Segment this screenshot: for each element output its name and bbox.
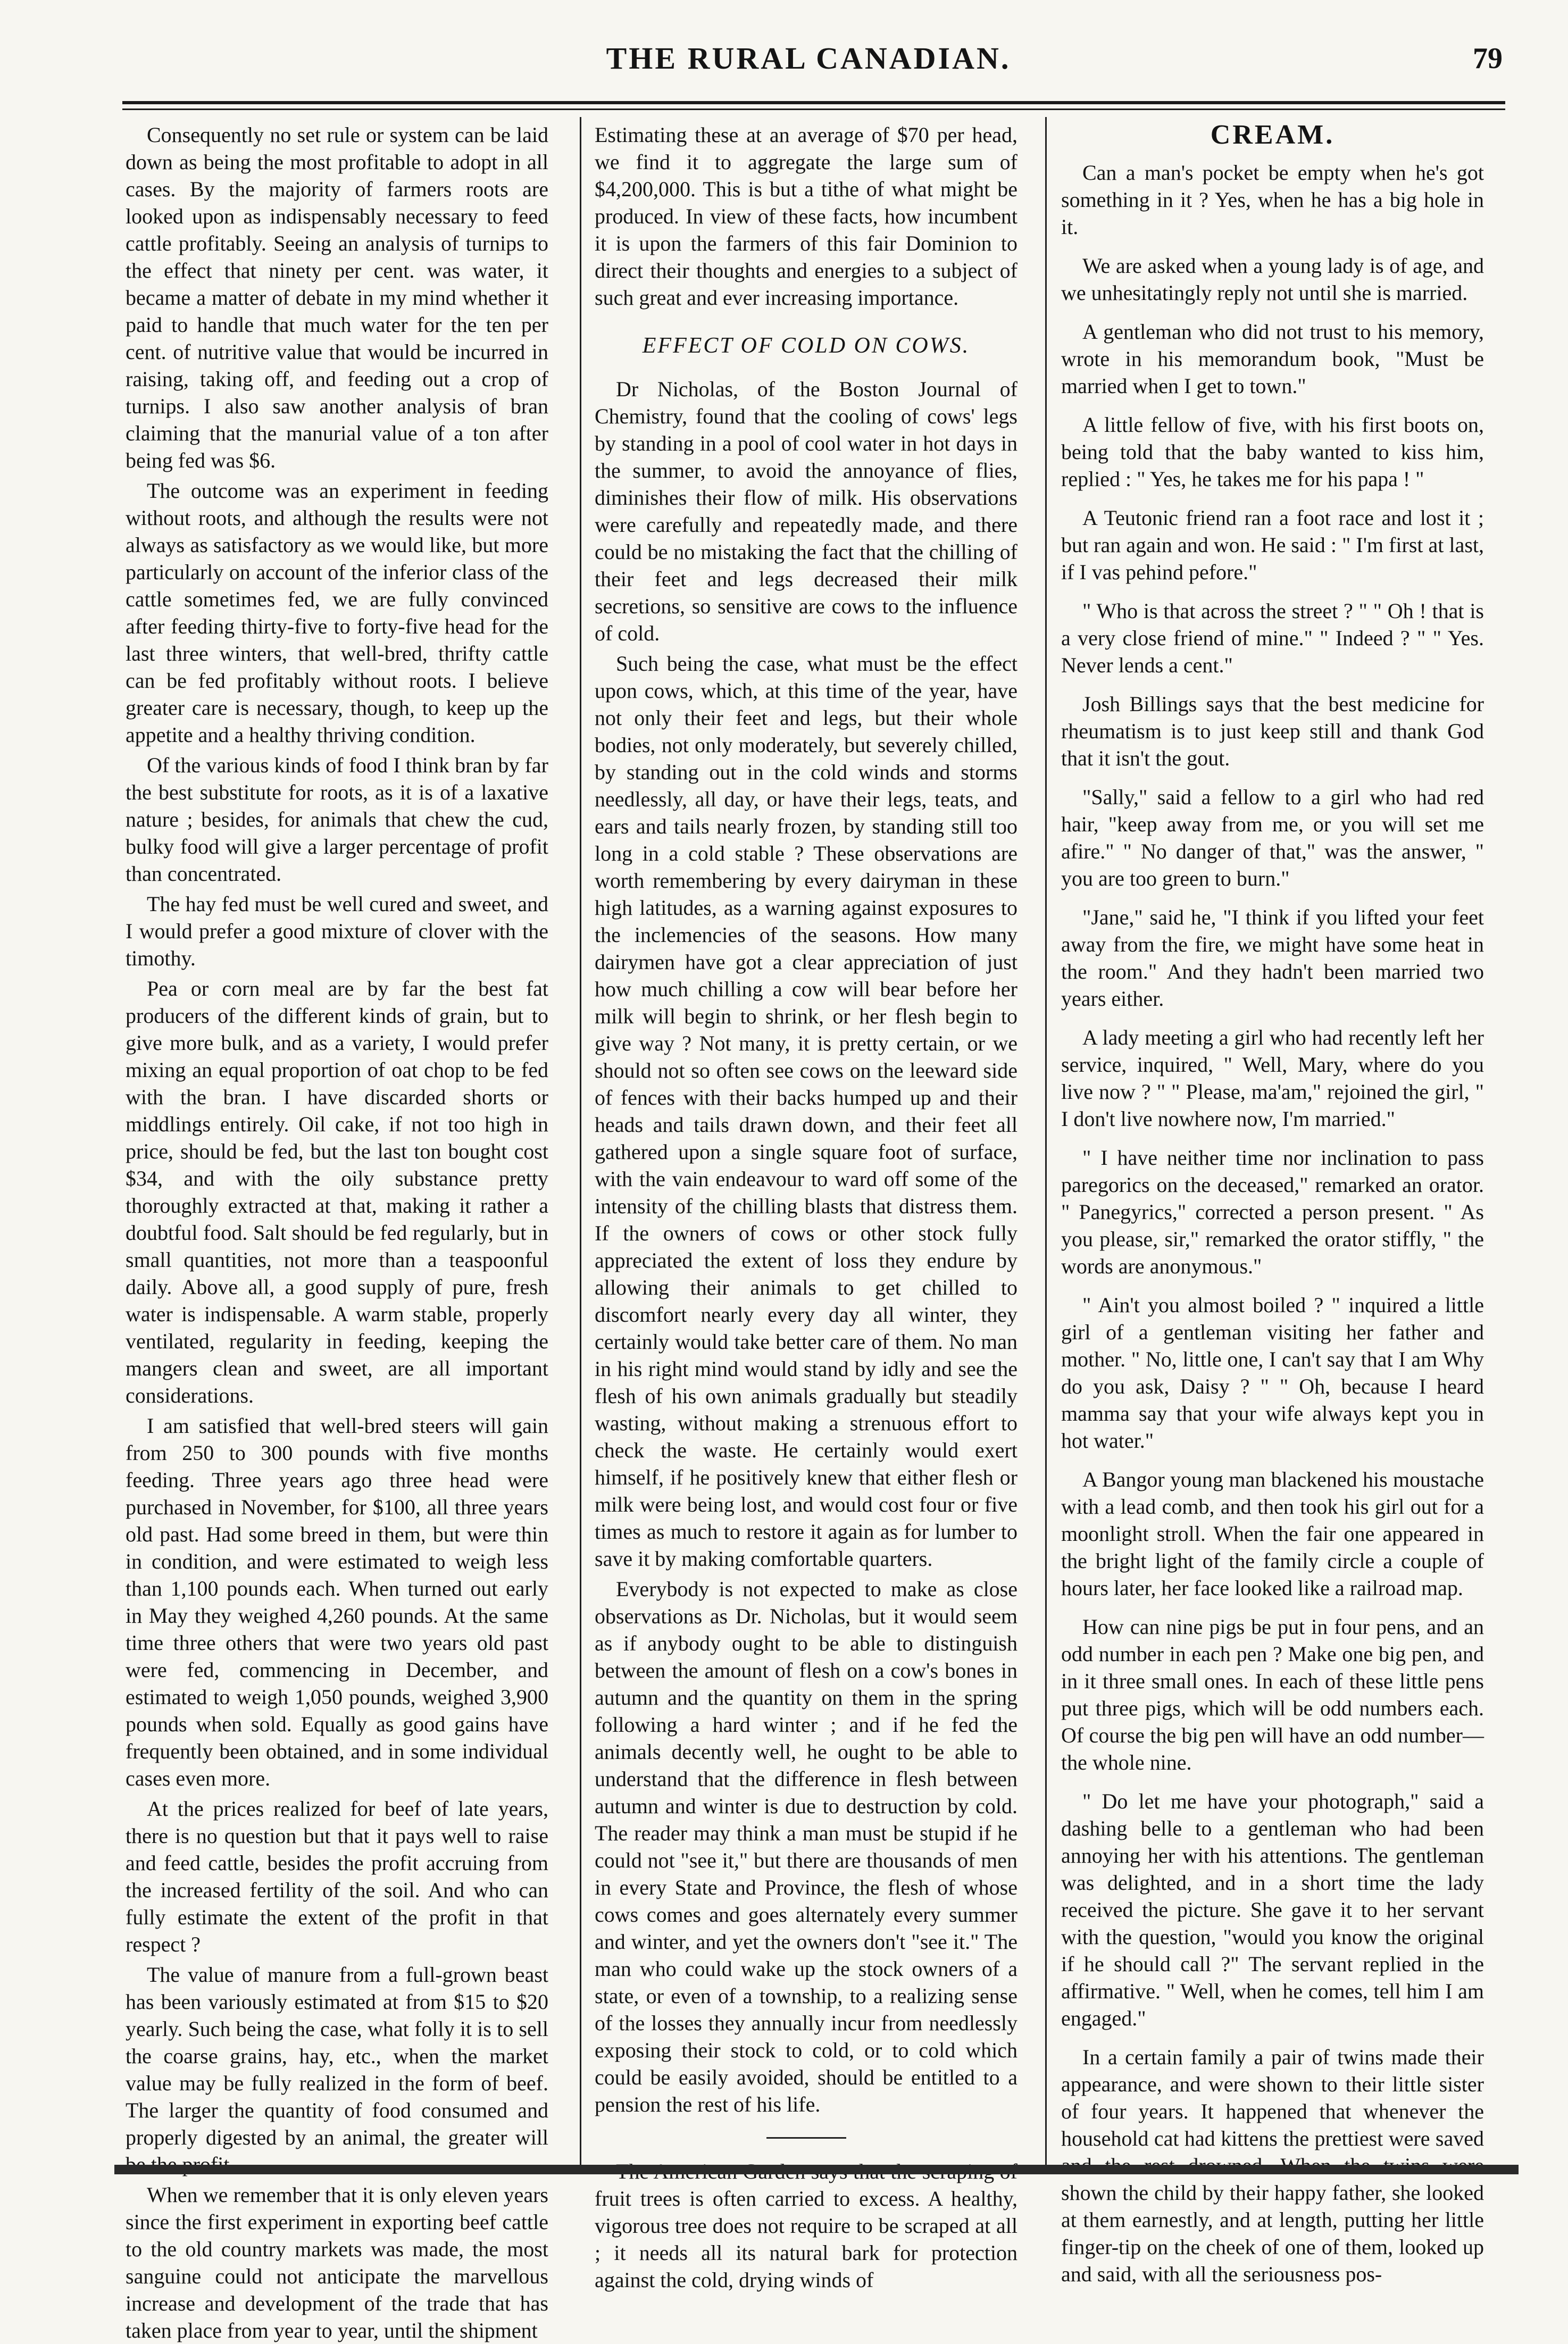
anecdote: We are asked when a young lady is of age, and we unhesitatingly reply not until she is married. <box>1061 254 1484 305</box>
header-rule-thin <box>122 109 1505 110</box>
header-rule-thick <box>122 101 1505 104</box>
paragraph: Of the various kinds of food I think bran by far the best substitute for roots, as it is of a laxative nature ; besides, for animals that chew the cud, bulky food will give a larger percentage of profit than concentrated. <box>126 753 548 886</box>
paragraph: Consequently no set rule or system can be laid down as being the most profitable to adopt in all cases. By the majority of farmers roots are looked upon as indispensably necessary to feed cattle profitably. Seeing an analysis of turnips to the effect that ninety per cent. was water, it became a matter of debate in my mind whether it paid to handle that much water for the ten per cent. of nutritive value that would be incurred in raising, taking off, and feeding out a crop of turnips. I also saw another analysis of bran claiming that the manurial value of a ton after being fed was $6. <box>126 123 548 472</box>
column-middle <box>595 121 1017 2292</box>
paragraph: The hay fed must be well cured and sweet, and I would prefer a good mixture of clover with the timothy. <box>126 892 548 970</box>
paragraph: Such being the case, what must be the effect upon cows, which, at this time of the year, have not only their feet and legs, but their whole bodies, not only moderately, but severely chilled, by standing out in the cold winds and storms needlessly, all day, or have their legs, teats, and ears and tails nearly frozen, by standing still too long in a cold stable ? These observations are worth remembering by every dairyman in these high latitudes, as a warning against exposures to the inclemencies of the seasons. How many dairymen have got a clear appreciation of just how much chilling a cow will bear before her milk will begin to shrink, or her flesh begin to give way ? Not many, it is pretty certain, or we should not so often see cows on the leeward side of fences with their backs humped up and their heads and tails drawn down, and their feet all gathered upon a single square foot of surface, with the vain endeavour to ward off some of the intensity of the chilling blasts that distress them. If the owners of cows or other stock fully appreciated the extent of loss they endure by allowing their animals to get chilled to discomfort nearly every day all winter, they certainly would take better care of them. No man in his right mind would stand by idly and see the flesh of his own animals gradually but steadily wasting, without making a strenuous effort to check the waste. He certainly would exert himself, if he positively knew that either flesh or milk were being lost, and would cost four or five times as much to restore it again as for lumber to save it by making comfortable quarters. <box>595 652 1017 1571</box>
anecdote: In a certain family a pair of twins made their appearance, and were shown to their little sister of four years. It happened that whenever the household cat had kittens the prettiest were saved shown the child by their happy father, she looked at them earnestly, and at length, putting her little finger-tip on the cheek of one of them, looked up and said, with all the seriousness pos- <box>1061 2045 1484 2286</box>
anecdote: A lady meeting a girl who had recently left her service, inquired, " Well, Mary, where do you live now ? " " Please, ma'am," rejoined the girl, " I don't live nowhere now, I'm married." <box>1061 1025 1484 1131</box>
paragraph: I am satisfied that well-bred steers will gain from 250 to 300 pounds with five months feeding. Three years ago three head were purchased in November, for $100, all three years old past. Had some breed in them, but were thin in condition, and were estimated to weigh less than 1,100 pounds each. When turned out early in May they weighed 4,260 pounds. At the same time three others that were two years old past were fed, commencing in December, and estimated to weigh 1,050 pounds, weighed 3,900 pounds when sold. Equally as good gains have frequently been obtained, and in some individual cases even more. <box>126 1414 548 1790</box>
paragraph: Estimating these at an average of $70 per head, we find it to aggregate the large sum of $4,200,000. This is but a tithe of what might be produced. In view of these facts, how incumbent it is upon the farmers of this fair Dominion to direct their thoughts and energies to a subject of such great and ever increasing importance. <box>595 123 1017 310</box>
anecdote: A little fellow of five, with his first boots on, being told that the baby wanted to kiss him, replied : " Yes, he takes me for his papa ! " <box>1061 413 1484 491</box>
paragraph: Pea or corn meal are by far the best fat producers of the different kinds of grain, but to give more bulk, and as a variety, I would prefer mixing an equal proportion of oat chop to be fed with the bran. I have discarded shorts or middlings entirely. Oil cake, if not too high in price, should be fed, but the last ton bought cost $34, and with the oily substance pretty thoroughly extracted at that, making it rather a doubtful food. Salt should be fed regularly, but in small quantities, not more than a teaspoonful daily. Above all, a good supply of pure, fresh water is indispensable. A warm stable, properly ventilated, regularity in feeding, keeping the mangers clean and sweet, are all important considerations. <box>126 977 548 1407</box>
anecdote: Can a man's pocket be empty when he's got something in it ? Yes, when he has a big hole in it. <box>1061 161 1484 239</box>
anecdote: " I have neither time nor inclination to pass paregorics on the deceased," remarked an orator. " Panegyrics," corrected a person present. " As you please, sir," remarked the orator stiffly, " the words are anonymous." <box>1061 1146 1484 1278</box>
anecdote: " Do let me have your photograph," said a dashing belle to a gentleman who had been annoying her with his attentions. The gentleman was delighted, and in a short time the lady received the picture. She gave it to her servant with the question, "would you know the original if he should call ?" The servant replied in the affirmative. " Well, when he comes, tell him I am engaged." <box>1061 1789 1484 2030</box>
page-header <box>114 40 1503 88</box>
running-title: THE RURAL CANADIAN. <box>606 41 1011 76</box>
anecdote: A Bangor young man blackened his moustache with a lead comb, and then took his girl out for a moonlight stroll. When the fair one appeared in the bright light of the family circle a couple of hours later, her face looked like a railroad map. <box>1061 1467 1484 1600</box>
article-heading-effect-of-cold: EFFECT OF COLD ON COWS. <box>642 333 970 358</box>
paragraph: The outcome was an experiment in feeding without roots, and although the results were not always as satisfactory as we would like, but more particularly on account of the inferior class of the cattle sometimes fed, we are fully convinced after feeding thirty-five to forty-five head for the last three winters, that well-bred, thrifty cattle can be fed profitably without roots. I believe greater care is necessary, though, to keep up the appetite and a healthy thriving condition. <box>126 479 548 747</box>
paragraph: When we remember that it is only eleven years since the first experiment in exporting beef cattle to the old country markets was made, the most sanguine could not anticipate the marvellous increase and development of the trade that has taken place from year to year, until the shipment <box>126 2183 548 2342</box>
paragraph: The value of manure from a full-grown beast has been variously estimated at from $15 to $20 yearly. Such being the case, what folly it is to sell the coarse grains, hay, etc., when the market value may be fully realized in the form of beef. The larger the quantity of food consumed and properly digested by an animal, the greater will <box>126 1963 548 2149</box>
anecdote: "Jane," said he, "I think if you lifted your feet away from the fire, we might have some heat in the room." And they hadn't been married two years either. <box>1061 905 1484 1011</box>
column-left <box>126 121 548 2342</box>
section-divider <box>766 2137 846 2139</box>
column-divider-left <box>580 117 581 2170</box>
page-bottom-edge <box>114 2165 1519 2174</box>
paragraph: At the prices realized for beef of late years, there is no question but that it pays well to raise and feed cattle, besides the profit accruing from the increased fertility of the soil. And who can fully estimate the extent of the profit in that respect ? <box>126 1797 548 1956</box>
anecdote: A Teutonic friend ran a foot race and lost it ; but ran again and won. He said : " I'm first at last, if I vas pehind pefore." <box>1061 506 1484 584</box>
anecdote: How can nine pigs be put in four pens, and an odd number in each pen ? Make one big pen, and in it three small ones. In each of these little pens put three pigs, which will be odd numbers each. Of course the big pen will have an odd number—the whole nine. <box>1061 1615 1484 1774</box>
column-right <box>1061 120 1484 2286</box>
paragraph: Everybody is not expected to make as close observations as Dr. Nicholas, but it would seem as if anybody ought to be able to distinguish between the amount of flesh on a cow's bones in autumn and the quantity on them in the spring following a hard winter ; and if he fed the animals decently well, he ought to be able to understand that the difference in flesh between autumn and winter is due to destruction by cold. The reader may think a man must be stupid if he could not "see it," but there are thousands of men in every State and Province, the flesh of whose cows comes and goes alternately every summer and winter, and yet the owners don't "see it." The man who could wake up the stock owners of a state, or even of a township, to a realizing sense of the losses they annually incur from needlessly exposing their stock to cold, or to cold which could be easily avoided, should be entitled to a pension the rest of his life. <box>595 1577 1017 2116</box>
anecdote: Josh Billings says that the best medicine for rheumatism is to just keep still and thank God that it isn't the gout. <box>1061 692 1484 770</box>
anecdote: "Sally," said a fellow to a girl who had red hair, "keep away from me, or you will set me afire." " No danger of that," was the answer, " you are too green to burn." <box>1061 785 1484 890</box>
column-divider-right <box>1045 117 1047 2170</box>
anecdote: " Who is that across the street ? " " Oh ! that is a very close friend of mine." " Indeed ? " " Yes. Never lends a cent." <box>1061 599 1484 677</box>
page-number: 79 <box>1473 42 1503 75</box>
section-heading-cream: CREAM. <box>1210 120 1335 150</box>
anecdote: A gentleman who did not trust to his memory, wrote in his memorandum book, "Must be married when I get to town." <box>1061 320 1484 398</box>
paragraph: Dr Nicholas, of the Boston Journal of Chemistry, found that the cooling of cows' legs by standing in a pool of cool water in hot days in the summer, to avoid the annoyance of flies, diminishes their flow of milk. His observations were carefully and repeatedly made, and there could be no mistaking the fact that the chilling of their feet and legs decreased their milk secretions, so sensitive are cows to the influence of cold. <box>595 377 1017 645</box>
paragraph: fruit trees is often carried to excess. A healthy, vigorous tree does not require to be scraped at all ; it needs all its natural bark for protection against the cold, drying winds of <box>595 2187 1017 2292</box>
anecdote: " Ain't you almost boiled ? " inquired a little girl of a gentleman visiting her father and mother. " No, little one, I can't say that I am Why do you ask, Daisy ? " " Oh, because I heard mamma say that your wife always kept you in hot water." <box>1061 1293 1484 1453</box>
